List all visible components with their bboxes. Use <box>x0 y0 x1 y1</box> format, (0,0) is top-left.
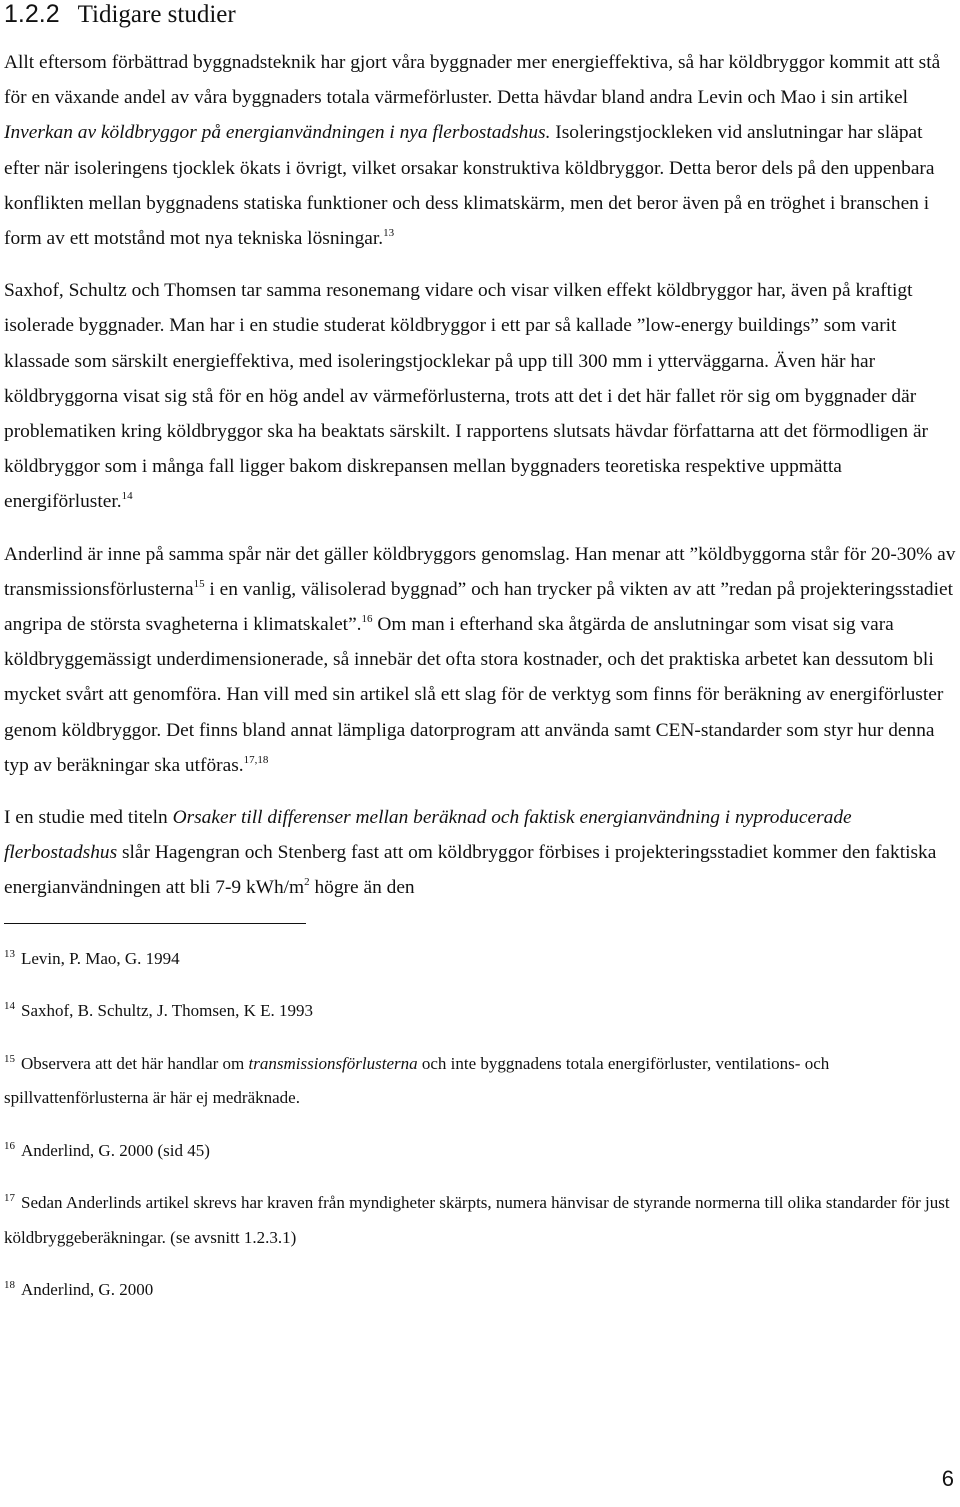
section-number: 1.2.2 <box>4 0 60 28</box>
text-run: slår Hagengran och Stenberg fast att om köldbryggor förbises i projekteringsstadiet kommer den faktiska energianvändningen att bli 7-9 kWh/m <box>4 842 937 899</box>
footnote-italic: transmissionsförlusterna <box>248 1053 418 1073</box>
footnote-ref-13[interactable]: 13 <box>383 227 395 240</box>
footnote-number: 18 <box>4 1279 15 1292</box>
footnote-separator <box>4 923 306 924</box>
footnote-number: 14 <box>4 1000 15 1013</box>
text-run: Isoleringstjockleken vid anslutningar har släpat efter när isoleringens tjocklek ökats i övrigt, vilket orsakar konstruktiva köldbryggor. Detta beror dels på den uppenbara konflikten mellan byggnadens statiska funktioner och dess klimatskärm, men det beror även på en tröghet i branschen i form av ett motstånd mot nya tekniska lösningar. <box>4 122 935 250</box>
footnote-ref-15[interactable]: 15 <box>193 577 205 590</box>
text-run: Saxhof, Schultz och Thomsen tar samma resonemang vidare och visar vilken effekt köldbryggor har, även på kraftigt isolerade byggnader. Man har i en studie studerat köldbryggor i ett par så kallade ”low-energy buildings” som varit klassade som särskilt energieffektiva, med isoleringstjocklekar på upp till 300 mm i ytterväggarna. Även här har köldbryggorna visat sig stå för en hög andel av värmeförlusterna, trots att det i det här fallet rör sig om byggnader där problematiken kring köldbryggor ska ha beaktats särskilt. I rapportens slutsats hävdar författarna att det förmodligen är köldbryggor som i många fall ligger bakom diskrepansen mellan byggnaders teoretiska respektive uppmätta energiförluster. <box>4 280 929 513</box>
footnote-ref-17-18[interactable]: 17,18 <box>243 753 269 766</box>
paragraph-3 <box>4 537 956 783</box>
footnote-text: Anderlind, G. 2000 <box>21 1280 154 1300</box>
page-number: 6 <box>941 1466 954 1491</box>
section-heading <box>4 0 956 29</box>
footnote-number: 13 <box>4 947 15 960</box>
section-title: Tidigare studier <box>77 1 236 28</box>
paragraph-2 <box>4 273 956 519</box>
footnote-15 <box>4 1047 956 1116</box>
text-run: i en vanlig, välisolerad byggnad” och han trycker på vikten av att ”redan på projekteringsstadiet angripa de största svagheterna i klimatskalet”. <box>4 578 954 636</box>
footnote-ref-16[interactable]: 16 <box>361 613 373 626</box>
footnote-text: Observera att det här handlar om <box>21 1053 249 1073</box>
footnote-17 <box>4 1186 956 1255</box>
footnote-number: 16 <box>4 1139 15 1152</box>
footnote-14 <box>4 994 956 1029</box>
text-run: Allt eftersom förbättrad byggnadsteknik har gjort våra byggnader mer energieffektiva, så har köldbryggor kommit att stå för en växande andel av våra byggnaders totala värmeförluster. Detta hävdar bland andra Levin och Mao i sin artikel <box>4 52 941 109</box>
footnote-text: Levin, P. Mao, G. 1994 <box>21 948 180 968</box>
footnote-13 <box>4 942 956 977</box>
text-run: Anderlind är inne på samma spår när det gäller köldbryggors genomslag. Han menar att ”köldbyggorna står för 20-30% av transmissionsförlusterna <box>4 543 956 600</box>
footnote-text: Anderlind, G. 2000 (sid 45) <box>21 1140 210 1160</box>
study-title-italic: Orsaker till differenser mellan beräknad och faktisk energianvändning i nyproducerade flerbostadshus <box>4 807 852 864</box>
text-run: Om man i efterhand ska åtgärda de anslutningar som visat sig vara köldbryggemässigt underdimensionerade, så innebär det ofta stora kostnader, och det praktiska arbetet kan dessutom bli mycket svårt att genomföra. Han vill med sin artikel slå ett slag för de verktyg som finns för beräkning av energiförluster genom köldbryggor. Det finns bland annat lämpliga datorprogram att använda samt CEN-standarder som styr hur denna typ av beräkningar ska utföras. <box>4 614 944 776</box>
footnote-18 <box>4 1273 956 1308</box>
paragraph-1 <box>4 45 956 256</box>
text-run: I en studie med titeln <box>4 807 173 829</box>
document-page <box>4 0 956 1326</box>
text-run: högre än den <box>309 877 415 899</box>
footnote-text: Sedan Anderlinds artikel skrevs har kraven från myndigheter skärpts, numera hänvisar de styrande normerna till olika standarder för just köldbryggeberäkningar. (se avsnitt 1.2.3.1) <box>4 1193 950 1247</box>
superscript-exponent: 2 <box>304 876 310 889</box>
article-title-italic: Inverkan av köldbryggor på energianvändningen i nya flerbostadshus. <box>4 122 551 144</box>
footnote-number: 17 <box>4 1192 15 1205</box>
paragraph-4 <box>4 800 956 906</box>
footnote-16 <box>4 1134 956 1169</box>
footnote-number: 15 <box>4 1052 15 1065</box>
footnote-ref-14[interactable]: 14 <box>121 490 133 503</box>
footnote-text: Saxhof, B. Schultz, J. Thomsen, K E. 1993 <box>21 1001 313 1021</box>
footnote-text: och inte byggnadens totala energiförluster, ventilations- och spillvattenförlusterna är här ej medräknade. <box>4 1053 830 1108</box>
